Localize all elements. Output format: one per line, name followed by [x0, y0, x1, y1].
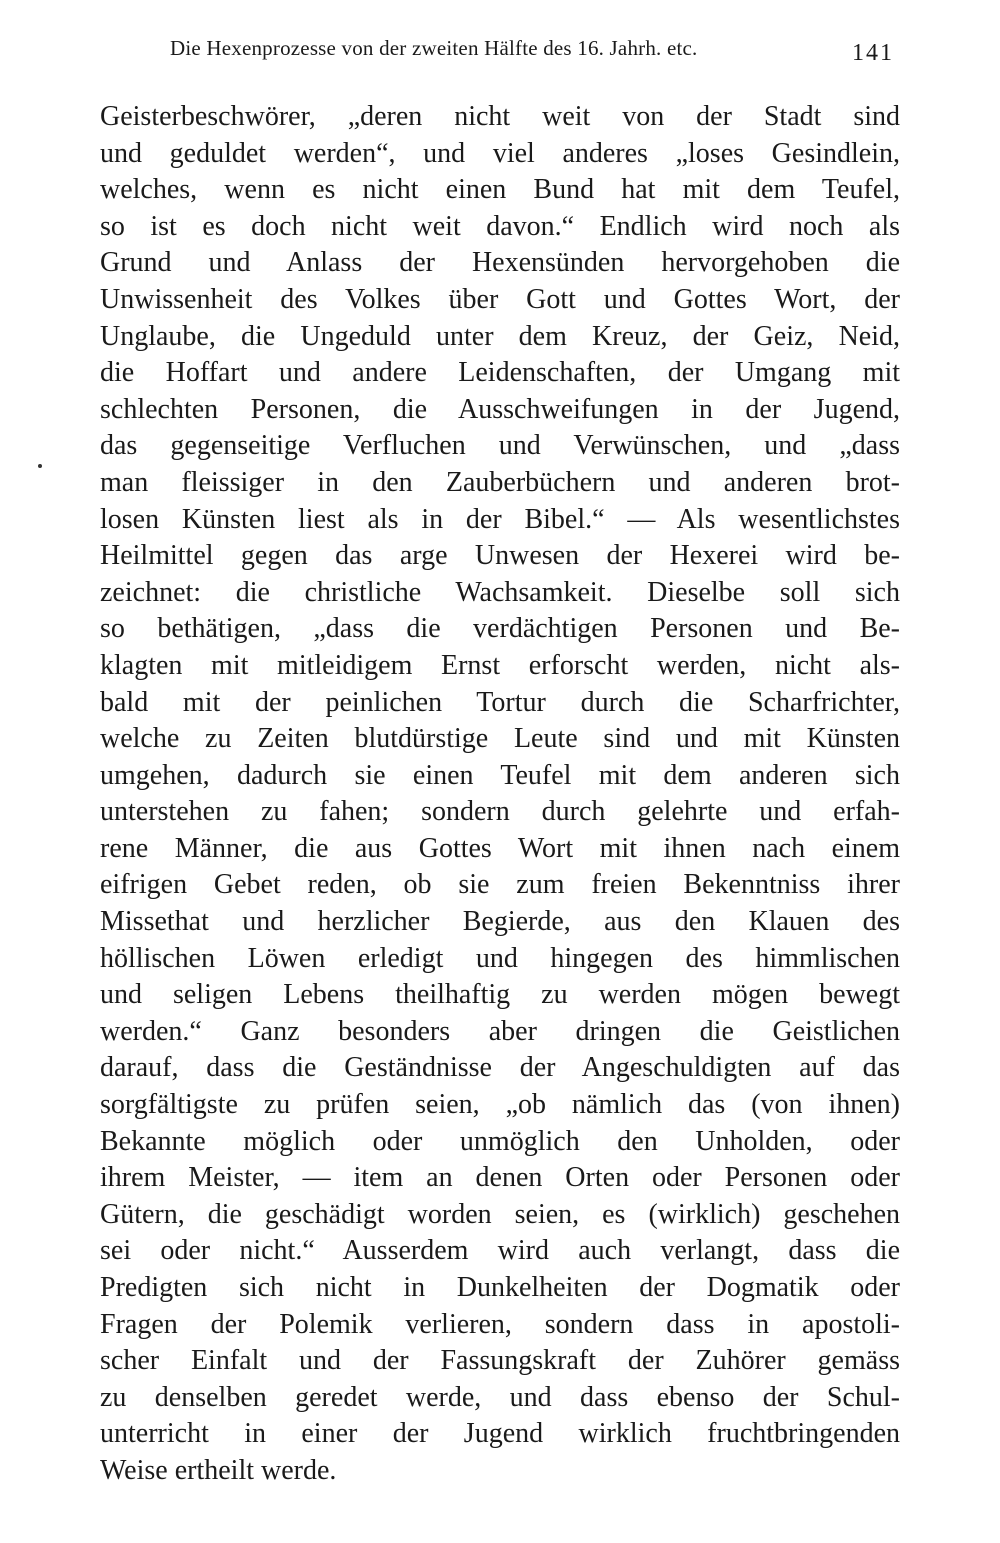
text-line: klagten mit mitleidigem Ernst erforscht werden, nicht als-	[100, 649, 900, 681]
text-line: werden.“ Ganz besonders aber dringen die Geistlichen	[100, 1015, 900, 1047]
text-line: Unglaube, die Ungeduld unter dem Kreuz, der Geiz, Neid,	[100, 320, 900, 352]
text-line: so bethätigen, „dass die verdächtigen Personen und Be-	[100, 613, 900, 645]
text-line: scher Einfalt und der Fassungskraft der Zuhörer gemäss	[100, 1345, 900, 1377]
text-line: welche zu Zeiten blutdürstige Leute sind und mit Künsten	[100, 723, 900, 755]
text-line: das gegenseitige Verfluchen und Verwünschen, und „dass	[100, 430, 900, 462]
text-line: Fragen der Polemik verlieren, sondern dass in apostoli-	[100, 1308, 900, 1340]
text-line: rene Männer, die aus Gottes Wort mit ihnen nach einem	[100, 832, 900, 864]
body-text	[100, 99, 900, 1490]
text-line: bald mit der peinlichen Tortur durch die Scharfrichter,	[100, 686, 900, 718]
text-line: Predigten sich nicht in Dunkelheiten der Dogmatik oder	[100, 1272, 900, 1303]
text-line: darauf, dass die Geständnisse der Angeschuldigten auf das	[100, 1052, 900, 1084]
text-line: Heilmittel gegen das arge Unwesen der Hexerei wird be-	[100, 540, 900, 572]
running-head: Die Hexenprozesse von der zweiten Hälfte des 16. Jahrh. etc.	[170, 36, 698, 60]
text-line: unterstehen zu fahen; sondern durch gelehrte und erfah-	[100, 796, 900, 828]
text-line: sei oder nicht.“ Ausserdem wird auch verlangt, dass die	[100, 1235, 900, 1267]
text-line: Weise ertheilt werde.	[100, 1454, 337, 1486]
text-line: sorgfältigste zu prüfen seien, „ob nämlich das (von ihnen)	[100, 1089, 900, 1121]
text-line: Gütern, die geschädigt worden seien, es (wirklich) geschehen	[100, 1198, 900, 1230]
text-line: Geisterbeschwörer, „deren nicht weit von der Stadt sind	[100, 101, 900, 132]
text-line: ihrem Meister, — item an denen Orten oder Personen oder	[100, 1162, 900, 1194]
text-line: man fleissiger in den Zauberbüchern und anderen brot-	[100, 466, 900, 498]
text-line: und seligen Lebens theilhaftig zu werden mögen bewegt	[100, 979, 900, 1011]
text-line: Grund und Anlass der Hexensünden hervorgehoben die	[100, 247, 900, 279]
text-line: so ist es doch nicht weit davon.“ Endlich wird noch als	[100, 210, 900, 242]
text-line: losen Künsten liest als in der Bibel.“ — Als wesentlichstes	[100, 503, 900, 535]
text-line: unterricht in einer der Jugend wirklich fruchtbringenden	[100, 1418, 900, 1450]
text-line: eifrigen Gebet reden, ob sie zum freien Bekenntniss ihrer	[100, 869, 900, 901]
text-line: Bekannte möglich oder unmöglich den Unholden, oder	[100, 1125, 900, 1157]
print-speck	[38, 464, 42, 468]
text-line: Missethat und herzlicher Begierde, aus den Klauen des	[100, 906, 900, 938]
text-line: zu denselben geredet werde, und dass ebenso der Schul-	[100, 1381, 900, 1413]
text-line: und geduldet werden“, und viel anderes „loses Gesindlein,	[100, 137, 900, 169]
page-number: 141	[852, 40, 894, 66]
text-line: die Hoffart und andere Leidenschaften, der Umgang mit	[100, 357, 900, 389]
text-line: zeichnet: die christliche Wachsamkeit. Dieselbe soll sich	[100, 576, 900, 608]
text-line: schlechten Personen, die Ausschweifungen in der Jugend,	[100, 393, 900, 425]
text-line: umgehen, dadurch sie einen Teufel mit dem anderen sich	[100, 759, 900, 791]
text-line: welches, wenn es nicht einen Bund hat mit dem Teufel,	[100, 174, 900, 206]
text-line: höllischen Löwen erledigt und hingegen des himmlischen	[100, 942, 900, 974]
text-line: Unwissenheit des Volkes über Gott und Gottes Wort, der	[100, 283, 900, 315]
